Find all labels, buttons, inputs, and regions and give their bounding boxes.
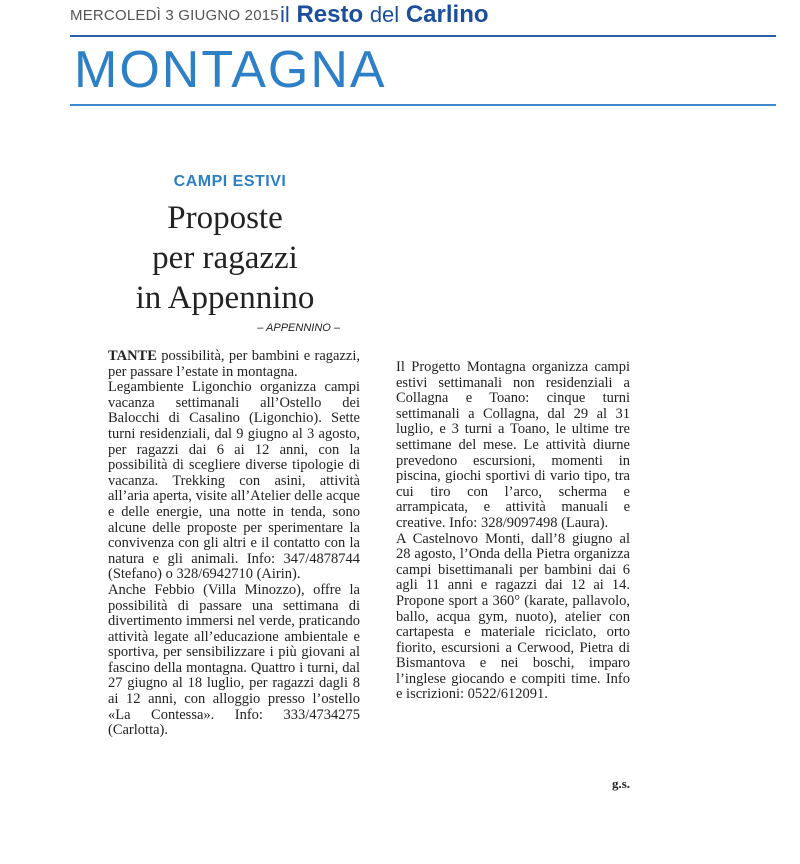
lead-text: possibilità, per bambini e ragazzi, per passare l’estate in montagna. — [108, 348, 360, 380]
section-divider — [70, 104, 776, 106]
paragraph-castelnovo-monti: A Castelnovo Monti, dall’8 giugno al 28 agosto, l’Onda della Pietra organizza campi bisettimanali per bambini dai 6 agli 11 anni e ragazzi dai 12 ai 14. Propone sport a 360° (karate, pallavolo, ballo, acqua gym, nuoto), atelier con cartapesta e materiale riciclato, orto fiorito, escursioni a Cerwood, Pietra di Bismantova e nei boschi, imparo l’inglese giocando e compiti time. Info e iscrizioni: 0522/612091. — [396, 530, 630, 703]
masthead-divider — [70, 35, 776, 37]
publication-date: MERCOLEDÌ 3 GIUGNO 2015 — [70, 7, 279, 24]
logo-word-del: del — [369, 2, 400, 27]
logo-prefix: il — [280, 2, 290, 27]
lead-word: TANTE — [108, 348, 157, 364]
article-column-1 — [108, 349, 360, 739]
masthead — [0, 0, 800, 40]
article-column-2 — [396, 360, 630, 703]
logo-word-resto: Resto — [296, 1, 364, 28]
paragraph-intro — [108, 349, 360, 380]
headline-line-2: per ragazzi — [152, 240, 298, 276]
paragraph-progetto-montagna: Il Progetto Montagna organizza campi estivi settimanali non residenziali a Collagna e Toano: cinque turni settimanali a Collagna, dal 29 al 31 luglio, e 3 turni a Toano, le ultime tre settimane del mese. Le attività diurne prevedono escursioni, momenti in piscina, giochi sportivi di vario tipo, tra cui tiro con l’arco, scherma e arrampicata, e attività manuali e creative. Info: 328/9097498 (Laura). — [396, 359, 630, 531]
paragraph-febbio: Anche Febbio (Villa Minozzo), offre la possibilità di passare una settimana di divertimento immersi nel verde, praticando attività legate all’educazione ambientale e sportiva, per sensibilizzare i più giovani al fascino della montagna. Quattro i turni, dal 27 giugno al 18 luglio, per ragazzi dagli 8 ai 12 anni, con alloggio presso l’ostello «La Contessa». Info: 333/4734275 (Carlotta). — [108, 581, 360, 739]
paragraph-legambiente: Legambiente Ligonchio organizza campi vacanza settimanali all’Ostello dei Balocchi di Casalino (Ligonchio). Sette turni residenziali, dal 9 giugno al 3 agosto, per ragazzi dai 6 ai 12 anni, con la possibilità di scegliere diverse tipologie di vacanza. Trekking con asini, attività all’aria aperta, visite all’Atelier delle acque e delle energie, una notte in tenda, sono alcune delle proposte per sperimentare la convivenza con gli altri e il contatto con la natura e gli animali. Info: 347/4878744 (Stefano) o 328/6942710 (Airin). — [108, 379, 360, 583]
article-headline — [90, 198, 360, 318]
headline-line-1: Proposte — [167, 200, 283, 236]
headline-line-3: in Appennino — [135, 280, 315, 316]
author-signature: g.s. — [611, 776, 630, 791]
logo-word-carlino: Carlino — [405, 1, 489, 28]
article-kicker: CAMPI ESTIVI — [173, 173, 287, 190]
article-byline: – APPENNINO – — [257, 322, 340, 334]
section-title: MONTAGNA — [74, 41, 387, 99]
newspaper-logo — [280, 1, 489, 29]
